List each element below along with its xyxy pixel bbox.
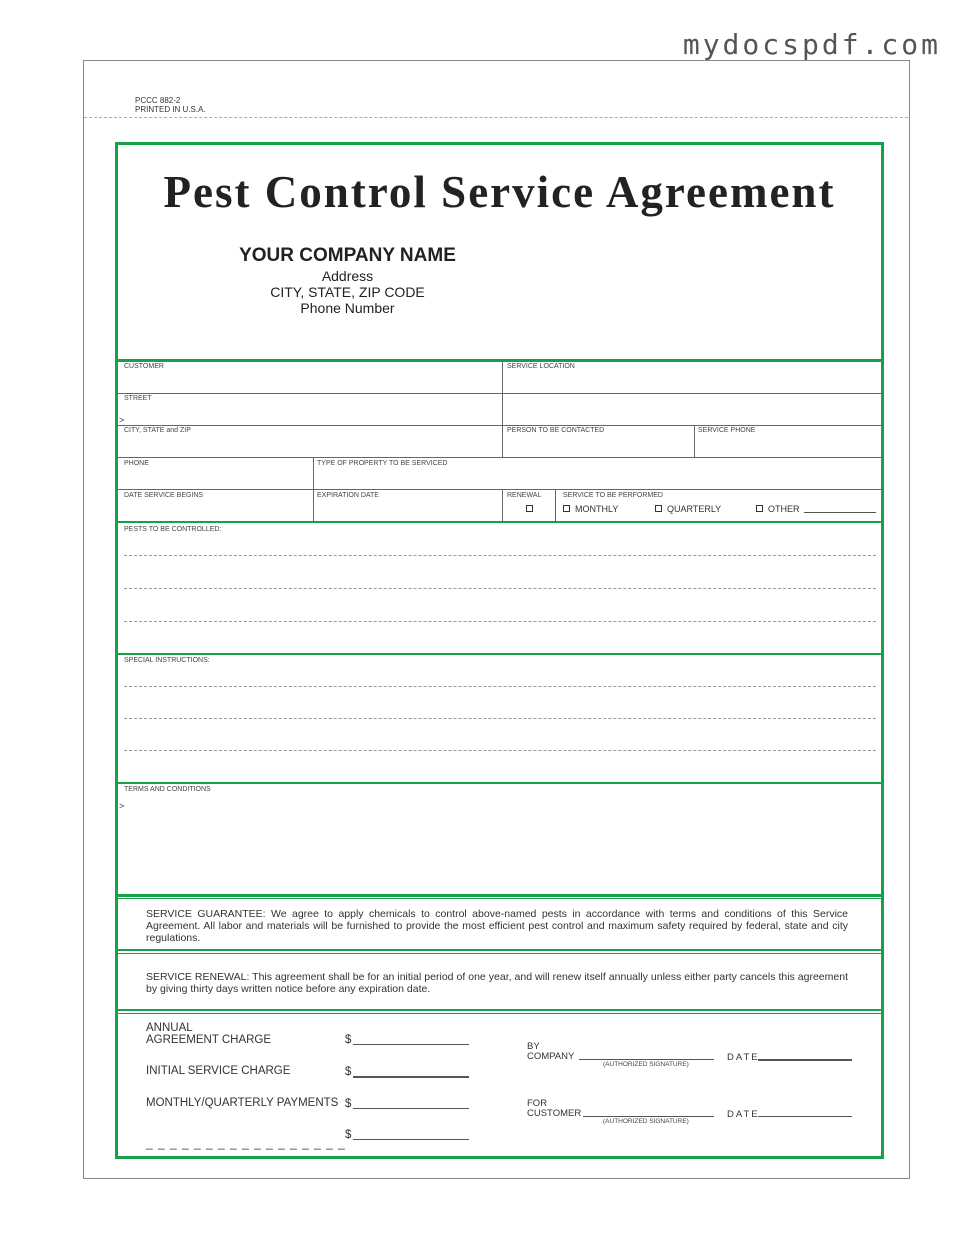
- other-label: OTHER: [768, 504, 800, 514]
- quarterly-label: QUARTERLY: [667, 504, 722, 514]
- service-phone-field[interactable]: SERVICE PHONE: [698, 427, 756, 434]
- company-name: YOUR COMPANY NAME: [239, 245, 456, 266]
- perforation-line: [84, 117, 908, 118]
- by-label: BY: [527, 1041, 540, 1052]
- dollar-sign: $: [345, 1098, 352, 1110]
- company-date-input[interactable]: [758, 1059, 852, 1061]
- pests-label: PESTS TO BE CONTROLLED:: [124, 526, 222, 533]
- blank-charge-label[interactable]: _ _ _ _ _ _ _ _ _ _ _ _ _ _ _ _ _: [146, 1136, 346, 1150]
- payments-label: MONTHLY/QUARTERLY PAYMENTS: [146, 1097, 339, 1109]
- pests-line[interactable]: [124, 555, 876, 556]
- customer-label: CUSTOMER: [527, 1108, 582, 1119]
- service-renewal-text: SERVICE RENEWAL: This agreement shall be for an initial period of one year, and will renew itself annually unless either party cancels this agreement by giving thirty days written notice before any expiration date.: [146, 971, 848, 995]
- dollar-sign: $: [345, 1034, 352, 1046]
- date-label: DATE: [727, 1109, 760, 1120]
- company-label: COMPANY: [527, 1051, 575, 1062]
- company-phone: Phone Number: [300, 300, 395, 316]
- form-code: PCCC 882-2: [135, 96, 181, 105]
- annual-charge-input[interactable]: [353, 1044, 469, 1045]
- renewal-label: RENEWAL: [507, 492, 542, 499]
- special-line[interactable]: [124, 686, 876, 687]
- dollar-sign: $: [345, 1066, 352, 1078]
- company-address: Address: [321, 268, 374, 284]
- service-guarantee-text: SERVICE GUARANTEE: We agree to apply chemicals to control above-named pests in accordance with terms and conditions of this Service Agreement. All labor and materials will be furnished to provide the most efficient pest control and maximum safety required by federal, state and city regulations.: [146, 908, 848, 944]
- terms-label: TERMS AND CONDITIONS: [124, 786, 211, 793]
- caret-marker: >: [119, 415, 125, 425]
- initial-charge-input[interactable]: [353, 1076, 469, 1078]
- city-state-zip-field[interactable]: CITY, STATE and ZIP: [124, 427, 191, 434]
- authorized-signature-caption: (AUTHORIZED SIGNATURE): [603, 1061, 689, 1068]
- date-label: DATE: [727, 1052, 760, 1063]
- caret-marker: >: [119, 801, 125, 811]
- payments-input[interactable]: [353, 1108, 469, 1109]
- service-performed-label: SERVICE TO BE PERFORMED: [563, 492, 663, 499]
- company-signature-input[interactable]: [579, 1059, 714, 1060]
- customer-date-input[interactable]: [758, 1116, 852, 1117]
- expiration-date-field[interactable]: EXPIRATION DATE: [317, 492, 379, 499]
- monthly-checkbox[interactable]: [563, 505, 570, 512]
- header-divider: [116, 359, 883, 362]
- company-city-state-zip: CITY, STATE, ZIP CODE: [270, 284, 425, 300]
- person-contacted-field[interactable]: PERSON TO BE CONTACTED: [507, 427, 605, 434]
- pests-line[interactable]: [124, 588, 876, 589]
- pests-line[interactable]: [124, 621, 876, 622]
- property-type-field[interactable]: TYPE OF PROPERTY TO BE SERVICED: [317, 460, 448, 467]
- service-location-field[interactable]: SERVICE LOCATION: [507, 363, 575, 370]
- watermark: mydocspdf.com: [682, 28, 941, 61]
- dollar-sign: $: [345, 1129, 352, 1141]
- agreement-charge-label: AGREEMENT CHARGE: [146, 1034, 272, 1046]
- initial-charge-label: INITIAL SERVICE CHARGE: [146, 1065, 291, 1077]
- other-checkbox[interactable]: [756, 505, 763, 512]
- for-label: FOR: [527, 1098, 548, 1109]
- extra-charge-input[interactable]: [353, 1139, 469, 1140]
- street-field[interactable]: STREET: [124, 395, 152, 402]
- phone-field[interactable]: PHONE: [124, 460, 149, 467]
- date-begins-field[interactable]: DATE SERVICE BEGINS: [124, 492, 204, 499]
- customer-field[interactable]: CUSTOMER: [124, 363, 164, 370]
- special-line[interactable]: [124, 718, 876, 719]
- page-title: Pest Control Service Agreement: [163, 167, 836, 217]
- renewal-checkbox[interactable]: [526, 505, 533, 512]
- special-instructions-label: SPECIAL INSTRUCTIONS:: [124, 657, 210, 664]
- customer-signature-input[interactable]: [583, 1116, 714, 1117]
- monthly-label: MONTHLY: [575, 504, 619, 514]
- authorized-signature-caption: (AUTHORIZED SIGNATURE): [603, 1118, 689, 1125]
- other-input[interactable]: [804, 512, 876, 513]
- quarterly-checkbox[interactable]: [655, 505, 662, 512]
- annual-label: ANNUAL: [146, 1022, 193, 1034]
- special-line[interactable]: [124, 750, 876, 751]
- printed-label: PRINTED IN U.S.A.: [135, 105, 206, 114]
